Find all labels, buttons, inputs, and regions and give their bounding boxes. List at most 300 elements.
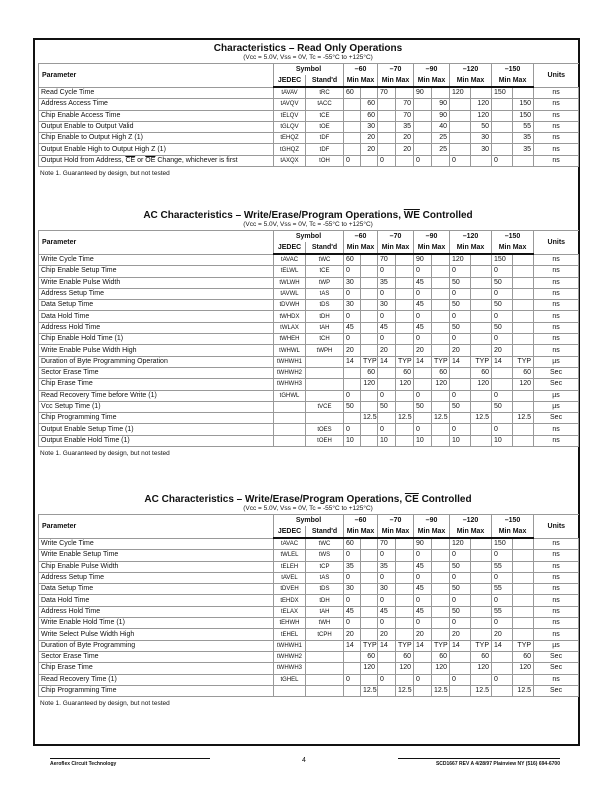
table-row	[39, 311, 579, 322]
min-value	[492, 144, 513, 155]
max-value: 60	[513, 367, 534, 378]
max-value	[513, 424, 534, 435]
table-row	[39, 651, 579, 662]
max-value: 20	[361, 144, 378, 155]
max-value	[396, 345, 414, 356]
max-value	[471, 322, 492, 333]
jedec-symbol: tEHEL	[274, 629, 306, 640]
max-value	[513, 572, 534, 583]
header-grade: –90	[414, 64, 450, 76]
jedec-symbol: tAVAC	[274, 254, 306, 266]
min-value: 70	[378, 87, 396, 99]
min-value: 0	[344, 390, 361, 401]
min-value: 10	[378, 435, 396, 446]
max-value	[471, 254, 492, 266]
min-value: 50	[450, 300, 471, 311]
table-row	[39, 674, 579, 685]
max-value	[471, 584, 492, 595]
min-value: 20	[414, 629, 432, 640]
parameter-name: Duration of Byte Programming Operation	[39, 356, 274, 367]
min-value: 0	[450, 288, 471, 299]
max-value	[396, 606, 414, 617]
max-value: 55	[513, 121, 534, 132]
header-symbol: Symbol	[274, 64, 344, 76]
header-min-max: Min Max	[492, 526, 534, 538]
min-value: 0	[414, 595, 432, 606]
min-value	[378, 379, 396, 390]
max-value	[471, 390, 492, 401]
min-value: 50	[450, 584, 471, 595]
min-value: 20	[492, 629, 513, 640]
units-value: ns	[534, 300, 579, 311]
max-value	[432, 345, 450, 356]
min-value: 45	[414, 277, 432, 288]
standard-symbol: tCP	[306, 561, 344, 572]
standard-symbol: tWP	[306, 277, 344, 288]
max-value: 60	[361, 99, 378, 110]
parameter-name: Address Access Time	[39, 99, 274, 110]
max-value	[361, 266, 378, 277]
max-value	[432, 300, 450, 311]
min-value: 20	[378, 629, 396, 640]
units-value: ns	[534, 254, 579, 266]
jedec-symbol: tWHWH1	[274, 640, 306, 651]
max-value: 12.5	[361, 685, 378, 696]
max-value: 30	[471, 133, 492, 144]
min-value	[344, 413, 361, 424]
header-grade: –150	[492, 231, 534, 243]
units-value: Sec	[534, 685, 579, 696]
min-value: 150	[492, 254, 513, 266]
max-value	[361, 288, 378, 299]
min-value: 10	[450, 435, 471, 446]
min-value	[450, 133, 471, 144]
ce-controlled-section	[38, 494, 578, 710]
min-value	[378, 99, 396, 110]
header-grade: –150	[492, 64, 534, 76]
max-value	[432, 595, 450, 606]
min-value: 120	[450, 87, 471, 99]
min-value: 50	[414, 401, 432, 412]
standard-symbol: tCE	[306, 110, 344, 121]
parameter-name: Output Enable to Output Valid	[39, 121, 274, 132]
header-units: Units	[534, 231, 579, 255]
min-value: 0	[344, 334, 361, 345]
units-value: ns	[534, 572, 579, 583]
min-value: 0	[344, 266, 361, 277]
table-row	[39, 424, 579, 435]
max-value	[396, 572, 414, 583]
min-value: 50	[450, 561, 471, 572]
table-row	[39, 640, 579, 651]
jedec-symbol: tEHQZ	[274, 133, 306, 144]
min-value: 14	[492, 356, 513, 367]
min-value	[378, 685, 396, 696]
min-value: 45	[344, 606, 361, 617]
min-value: 0	[378, 266, 396, 277]
min-value: 14	[344, 356, 361, 367]
footer-company: Aeroflex Circuit Technology	[50, 758, 210, 767]
units-value: ns	[534, 674, 579, 685]
units-value: ns	[534, 133, 579, 144]
max-value	[432, 311, 450, 322]
max-value	[513, 629, 534, 640]
min-value: 35	[378, 277, 396, 288]
jedec-symbol: tWHWH1	[274, 356, 306, 367]
max-value: 90	[432, 110, 450, 121]
max-value: 60	[432, 651, 450, 662]
min-value: 0	[492, 572, 513, 583]
min-value: 150	[492, 538, 513, 550]
min-value: 0	[414, 550, 432, 561]
min-value: 50	[492, 300, 513, 311]
max-value: TYP	[471, 640, 492, 651]
table-row	[39, 345, 579, 356]
parameter-name: Address Setup Time	[39, 288, 274, 299]
jedec-symbol: tWHWH3	[274, 663, 306, 674]
min-value: 0	[450, 311, 471, 322]
min-value	[492, 121, 513, 132]
min-value	[344, 663, 361, 674]
max-value	[432, 561, 450, 572]
standard-symbol: tOE	[306, 121, 344, 132]
jedec-symbol	[274, 435, 306, 446]
max-value	[471, 345, 492, 356]
max-value	[396, 311, 414, 322]
min-value: 0	[414, 311, 432, 322]
max-value	[432, 334, 450, 345]
max-value: 120	[361, 663, 378, 674]
max-value	[513, 87, 534, 99]
table-row	[39, 254, 579, 266]
max-value: TYP	[432, 356, 450, 367]
max-value	[513, 595, 534, 606]
units-value: ns	[534, 435, 579, 446]
standard-symbol: tAH	[306, 606, 344, 617]
parameter-name: Data Setup Time	[39, 584, 274, 595]
header-symbol: Symbol	[274, 515, 344, 527]
max-value: 35	[513, 133, 534, 144]
overline-signal: $\overline{CE}$	[404, 494, 419, 505]
min-value	[492, 99, 513, 110]
min-value: 20	[344, 629, 361, 640]
units-value: ns	[534, 277, 579, 288]
max-value: 120	[471, 379, 492, 390]
standard-symbol: tOES	[306, 424, 344, 435]
parameter-name: Vcc Setup Time (1)	[39, 401, 274, 412]
min-value: 50	[492, 277, 513, 288]
units-value: ns	[534, 155, 579, 166]
max-value	[361, 424, 378, 435]
jedec-symbol: tELAX	[274, 606, 306, 617]
header-grade: –60	[344, 64, 378, 76]
max-value	[513, 538, 534, 550]
header-min-max: Min Max	[378, 242, 414, 254]
max-value	[361, 155, 378, 166]
jedec-symbol: tAVQV	[274, 99, 306, 110]
header-standard: Stand'd	[306, 75, 344, 87]
header-min-max: Min Max	[414, 75, 450, 87]
max-value: TYP	[396, 640, 414, 651]
parameter-name: Write Enable Pulse Width High	[39, 345, 274, 356]
units-value: ns	[534, 334, 579, 345]
units-value: ns	[534, 99, 579, 110]
min-value: 55	[492, 584, 513, 595]
units-value: ns	[534, 110, 579, 121]
units-value: ns	[534, 144, 579, 155]
min-value: 0	[414, 618, 432, 629]
max-value: 120	[471, 663, 492, 674]
table-row	[39, 334, 579, 345]
parameter-name: Output Hold from Address, $\overline{CE}$ or $\overline{OE}$ Change, whichever is first	[39, 155, 274, 166]
min-value: 0	[450, 572, 471, 583]
units-value: ns	[534, 424, 579, 435]
min-value	[414, 99, 432, 110]
max-value: 60	[471, 367, 492, 378]
max-value: 50	[471, 121, 492, 132]
min-value: 55	[492, 606, 513, 617]
header-parameter: Parameter	[39, 231, 274, 255]
max-value: TYP	[513, 640, 534, 651]
min-value	[344, 379, 361, 390]
units-value: ns	[534, 266, 579, 277]
min-value	[378, 144, 396, 155]
jedec-symbol	[274, 401, 306, 412]
units-value: µs	[534, 401, 579, 412]
max-value	[432, 277, 450, 288]
units-value: ns	[534, 87, 579, 99]
max-value	[432, 254, 450, 266]
max-value: 12.5	[396, 413, 414, 424]
max-value	[396, 300, 414, 311]
min-value: 0	[378, 155, 396, 166]
min-value: 30	[344, 300, 361, 311]
jedec-symbol: tWLEL	[274, 550, 306, 561]
max-value: TYP	[513, 356, 534, 367]
standard-symbol: tAS	[306, 288, 344, 299]
standard-symbol: tRC	[306, 87, 344, 99]
min-value: 50	[492, 401, 513, 412]
max-value	[396, 401, 414, 412]
min-value: 30	[344, 584, 361, 595]
header-jedec: JEDEC	[274, 242, 306, 254]
min-value: 0	[378, 572, 396, 583]
units-value: Sec	[534, 413, 579, 424]
parameter-name: Chip Erase Time	[39, 379, 274, 390]
min-value	[492, 367, 513, 378]
max-value	[432, 155, 450, 166]
min-value: 45	[414, 584, 432, 595]
min-value	[378, 121, 396, 132]
header-min-max: Min Max	[378, 75, 414, 87]
max-value	[471, 266, 492, 277]
table-row	[39, 99, 579, 110]
parameter-name: Chip Programming Time	[39, 413, 274, 424]
parameter-name: Address Setup Time	[39, 572, 274, 583]
max-value	[396, 629, 414, 640]
max-value: 12.5	[471, 685, 492, 696]
standard-symbol: tWC	[306, 254, 344, 266]
units-value: ns	[534, 288, 579, 299]
max-value	[361, 87, 378, 99]
max-value	[471, 300, 492, 311]
min-value: 14	[378, 640, 396, 651]
header-min-max: Min Max	[344, 242, 378, 254]
min-value	[492, 133, 513, 144]
min-value: 0	[450, 595, 471, 606]
standard-symbol: tWS	[306, 550, 344, 561]
min-value	[414, 110, 432, 121]
standard-symbol: tDF	[306, 144, 344, 155]
max-value	[471, 277, 492, 288]
standard-symbol: tOH	[306, 155, 344, 166]
min-value: 14	[450, 356, 471, 367]
max-value	[361, 584, 378, 595]
min-value: 0	[492, 155, 513, 166]
min-value	[378, 367, 396, 378]
jedec-symbol: tWHWH2	[274, 367, 306, 378]
max-value: 12.5	[361, 413, 378, 424]
min-value	[450, 663, 471, 674]
table-row	[39, 356, 579, 367]
standard-symbol	[306, 663, 344, 674]
min-value: 0	[378, 390, 396, 401]
parameter-name: Data Hold Time	[39, 595, 274, 606]
min-value: 0	[492, 550, 513, 561]
min-value: 0	[378, 288, 396, 299]
table-note: Note 1. Guaranteed by design, but not tested	[40, 450, 170, 458]
jedec-symbol: tAVAV	[274, 87, 306, 99]
jedec-symbol: tDVWH	[274, 300, 306, 311]
min-value: 50	[344, 401, 361, 412]
units-value: ns	[534, 606, 579, 617]
max-value	[513, 300, 534, 311]
max-value: 30	[361, 121, 378, 132]
jedec-symbol: tDVEH	[274, 584, 306, 595]
table-row	[39, 155, 579, 166]
min-value: 14	[378, 356, 396, 367]
min-value	[450, 121, 471, 132]
units-value: ns	[534, 595, 579, 606]
min-value: 0	[378, 550, 396, 561]
max-value	[432, 674, 450, 685]
max-value: 120	[396, 379, 414, 390]
characteristics-table	[38, 230, 579, 447]
min-value	[450, 413, 471, 424]
max-value	[361, 254, 378, 266]
max-value	[361, 629, 378, 640]
min-value: 0	[344, 572, 361, 583]
parameter-name: Chip Enable Setup Time	[39, 266, 274, 277]
min-value: 45	[414, 300, 432, 311]
standard-symbol: tCH	[306, 334, 344, 345]
max-value	[432, 606, 450, 617]
min-value: 0	[414, 266, 432, 277]
parameter-name: Data Hold Time	[39, 311, 274, 322]
standard-symbol	[306, 413, 344, 424]
table-conditions: (Vcc = 5.0V, Vss = 0V, Tc = -55°C to +125°C)	[243, 54, 373, 61]
max-value	[513, 618, 534, 629]
max-value: 60	[513, 651, 534, 662]
standard-symbol: tAH	[306, 322, 344, 333]
max-value	[513, 266, 534, 277]
max-value	[432, 584, 450, 595]
jedec-symbol: tWHWH3	[274, 379, 306, 390]
standard-symbol	[306, 390, 344, 401]
max-value	[513, 311, 534, 322]
max-value	[432, 266, 450, 277]
max-value	[513, 277, 534, 288]
max-value	[513, 550, 534, 561]
max-value: 120	[396, 663, 414, 674]
max-value: 20	[361, 133, 378, 144]
max-value	[513, 334, 534, 345]
max-value: 60	[396, 651, 414, 662]
jedec-symbol: tELQV	[274, 110, 306, 121]
table-row	[39, 288, 579, 299]
max-value	[513, 288, 534, 299]
max-value: 150	[513, 99, 534, 110]
min-value: 50	[492, 322, 513, 333]
max-value	[361, 572, 378, 583]
min-value	[450, 367, 471, 378]
min-value	[450, 144, 471, 155]
jedec-symbol: tAVWL	[274, 288, 306, 299]
max-value: TYP	[361, 640, 378, 651]
min-value: 70	[378, 254, 396, 266]
max-value: 20	[396, 144, 414, 155]
min-value: 0	[344, 674, 361, 685]
header-grade: –70	[378, 231, 414, 243]
min-value: 0	[450, 266, 471, 277]
table-note: Note 1. Guaranteed by design, but not tested	[40, 700, 170, 708]
max-value	[432, 390, 450, 401]
standard-symbol: tDH	[306, 311, 344, 322]
max-value	[432, 322, 450, 333]
max-value	[471, 572, 492, 583]
max-value	[513, 155, 534, 166]
max-value	[513, 254, 534, 266]
max-value: 120	[471, 110, 492, 121]
standard-symbol: tACC	[306, 99, 344, 110]
min-value: 0	[378, 595, 396, 606]
min-value: 20	[492, 345, 513, 356]
min-value: 45	[414, 322, 432, 333]
units-value: ns	[534, 311, 579, 322]
max-value	[361, 322, 378, 333]
min-value: 55	[492, 561, 513, 572]
header-standard: Stand'd	[306, 242, 344, 254]
max-value	[396, 322, 414, 333]
jedec-symbol: tWLWH	[274, 277, 306, 288]
max-value	[513, 674, 534, 685]
min-value	[378, 413, 396, 424]
max-value: 60	[361, 367, 378, 378]
table-row	[39, 435, 579, 446]
parameter-name: Address Hold Time	[39, 606, 274, 617]
header-units: Units	[534, 515, 579, 539]
max-value	[432, 288, 450, 299]
overline-signal: $\overline{CE}$	[125, 156, 136, 164]
table-row	[39, 538, 579, 550]
parameter-name: Write Enable Pulse Width	[39, 277, 274, 288]
min-value: 20	[414, 345, 432, 356]
table-row	[39, 87, 579, 99]
standard-symbol: tDH	[306, 595, 344, 606]
max-value	[396, 277, 414, 288]
jedec-symbol: tGHQZ	[274, 144, 306, 155]
min-value: 0	[414, 674, 432, 685]
